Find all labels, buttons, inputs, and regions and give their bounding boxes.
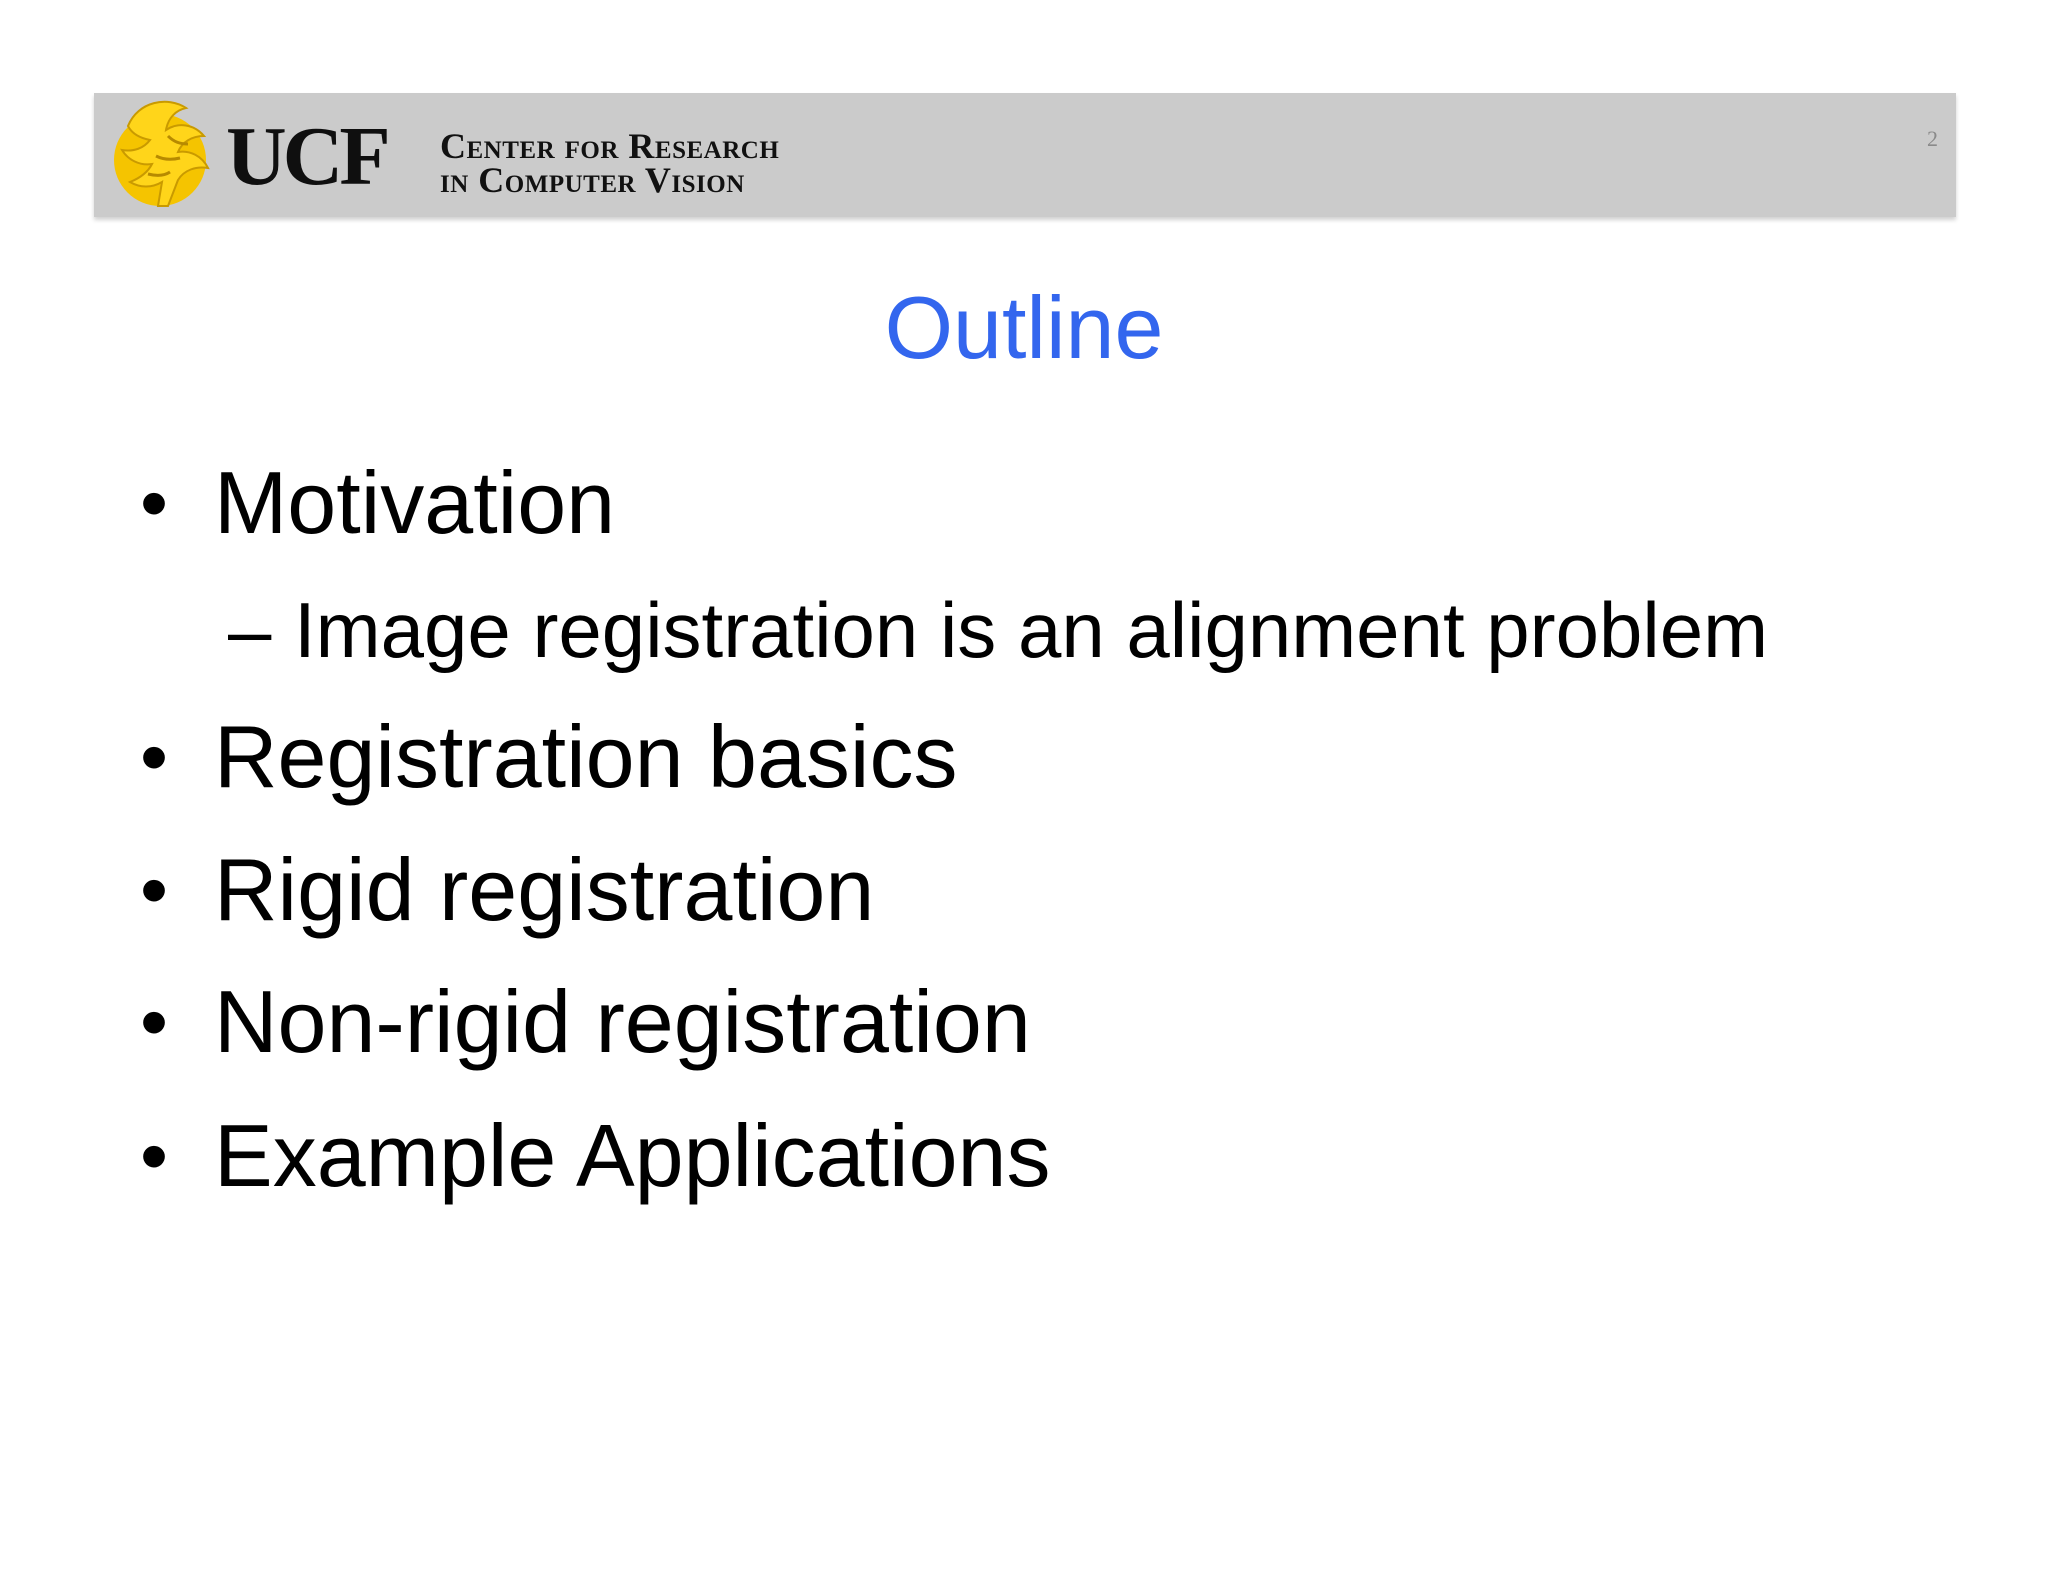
bullet-dot: • — [140, 977, 169, 1066]
bullet-dot: • — [140, 845, 169, 934]
logo-subtitle-line1: Center for Research — [440, 126, 780, 166]
outline-item-text: Motivation — [214, 453, 616, 552]
ucf-wordmark: UCF — [226, 110, 387, 203]
logo-subtitle-line2: in Computer Vision — [440, 160, 745, 200]
bullet-dot: • — [140, 458, 169, 547]
bullet-dot: • — [140, 1111, 169, 1200]
outline-item-text: Non-rigid registration — [214, 972, 1031, 1071]
outline-item-text: Example Applications — [214, 1106, 1051, 1205]
outline-item-text: Rigid registration — [214, 840, 875, 939]
outline-item-text: Registration basics — [214, 707, 958, 806]
outline-subitem-text: Image registration is an alignment problem — [294, 586, 1769, 674]
bullet-dot: • — [140, 712, 169, 801]
bullet-dash: – — [228, 586, 272, 674]
slide-title: Outline — [884, 278, 1164, 377]
page-number: 2 — [1927, 126, 1938, 151]
